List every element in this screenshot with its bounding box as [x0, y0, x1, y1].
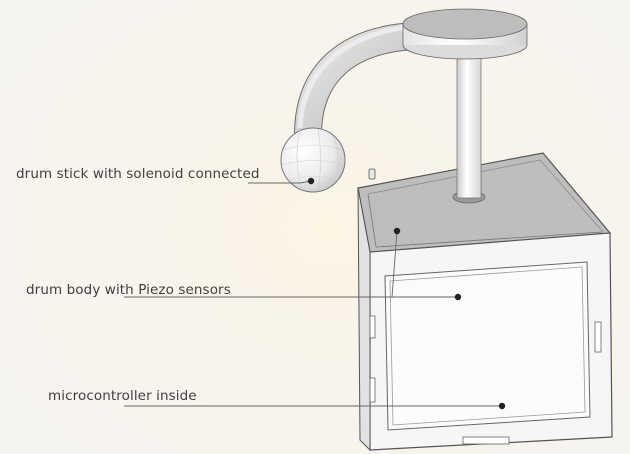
drum-body-front-panel — [385, 262, 590, 430]
bottom-tab — [463, 437, 509, 444]
right-tab — [595, 322, 601, 352]
point-drum-top — [394, 228, 400, 234]
label-microcontroller: microcontroller inside — [48, 388, 197, 404]
point-microcontroller — [499, 403, 505, 409]
label-drum-body: drum body with Piezo sensors — [26, 282, 231, 298]
label-drum-stick: drum stick with solenoid connected — [16, 166, 260, 182]
solenoid-pole — [457, 58, 481, 198]
point-drum-front — [455, 294, 461, 300]
point-drum-stick — [308, 178, 314, 184]
screw — [369, 169, 375, 179]
left-tab-upper — [370, 316, 375, 338]
cap-top — [403, 9, 527, 39]
left-tab-lower — [370, 378, 375, 402]
